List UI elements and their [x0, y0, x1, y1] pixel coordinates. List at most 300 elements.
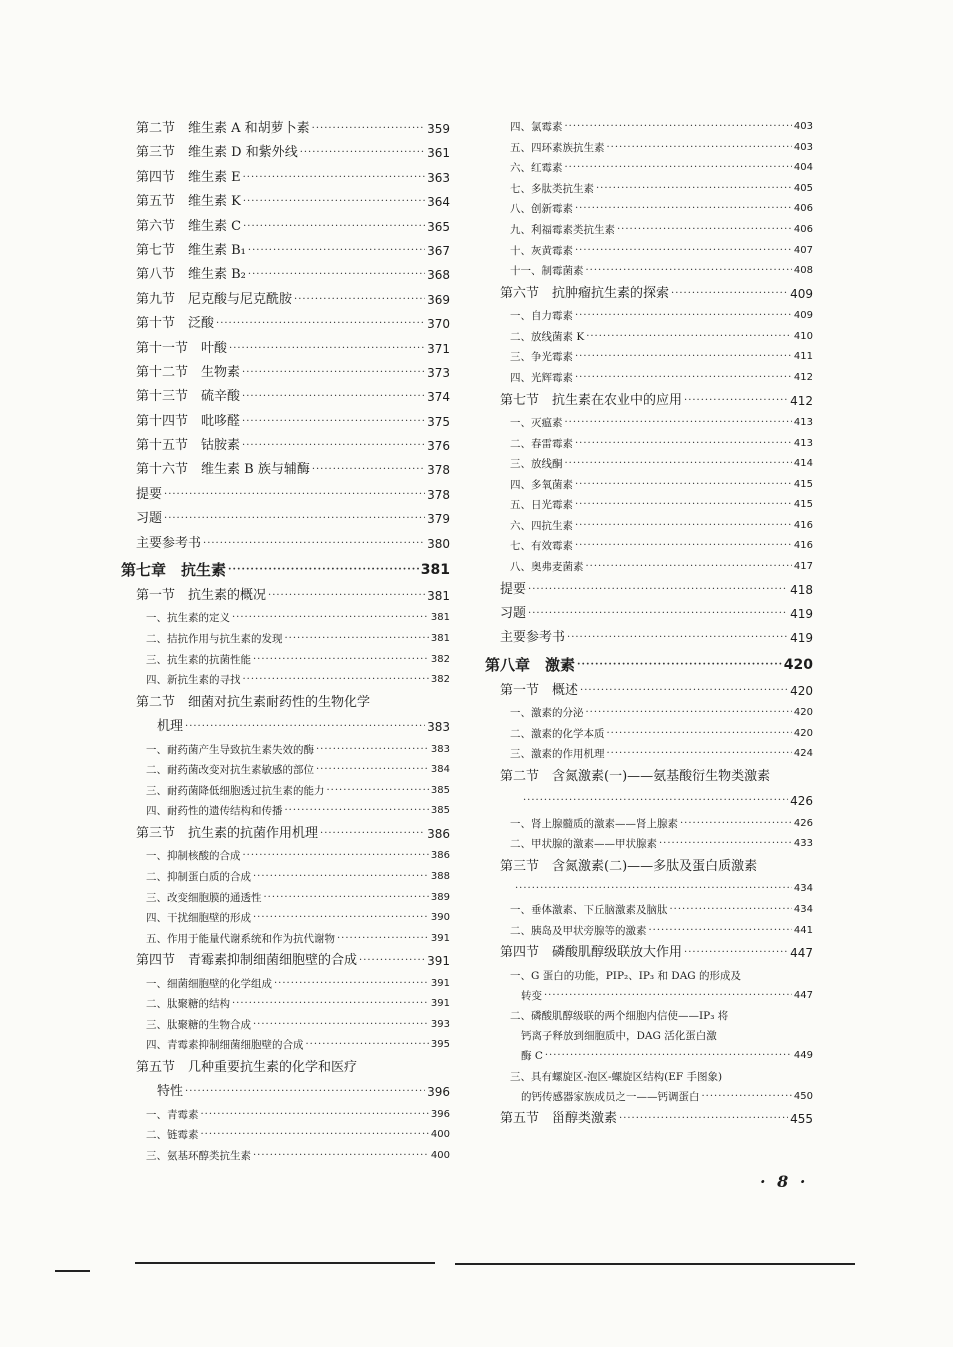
toc-page-number: 407 — [793, 244, 813, 256]
dot-leader — [316, 740, 429, 761]
toc-subsection-entry — [121, 801, 450, 822]
toc-entry-title: 五、作用于能量代谢系统和作为抗代谢物 — [146, 932, 335, 945]
toc-section-entry — [121, 263, 450, 287]
toc-page-number: 434 — [793, 883, 813, 895]
toc-entry-title: 提要 — [136, 486, 163, 502]
dot-leader — [565, 454, 792, 475]
toc-entry-title: 第七章 抗生素 — [121, 561, 227, 580]
toc-subsection-entry — [485, 536, 813, 557]
toc-subsection-entry — [485, 724, 813, 745]
toc-section-entry — [121, 715, 450, 739]
toc-page-number: 386 — [430, 850, 450, 862]
toc-subsection-entry — [485, 306, 813, 327]
toc-page-number: 433 — [793, 838, 813, 850]
toc-entry-title: 第三节 含氮激素(二)——多肽及蛋白质激素 — [500, 858, 758, 874]
toc-entry-title: 七、有效霉素 — [510, 540, 573, 553]
toc-subsection-entry — [121, 1146, 450, 1167]
dot-leader — [306, 1035, 429, 1056]
dot-leader — [359, 949, 425, 973]
toc-page-number: 403 — [793, 121, 813, 132]
toc-page-number: 380 — [427, 536, 450, 551]
toc-entry-title: 第十四节 吡哆醛 — [136, 413, 241, 429]
dot-leader — [586, 261, 792, 282]
dot-leader — [596, 179, 792, 200]
toc-section-entry — [121, 215, 450, 239]
footer-rule — [55, 1262, 915, 1265]
toc-section-entry — [485, 1107, 813, 1131]
dot-leader — [619, 1107, 788, 1131]
toc-chapter-entry — [121, 556, 450, 584]
toc-page-number: 416 — [793, 540, 813, 552]
dot-leader — [575, 495, 792, 516]
toc-entry-title: 三、争光霉素 — [510, 351, 573, 364]
toc-subsection-entry — [485, 703, 813, 724]
toc-subsection-entry — [121, 974, 450, 995]
toc-subsection-entry — [485, 1067, 813, 1087]
dot-leader — [684, 389, 788, 413]
dot-leader — [528, 602, 788, 626]
toc-entry-title: 一、青霉素 — [146, 1108, 199, 1121]
toc-subsection-entry — [121, 1105, 450, 1126]
toc-entry-title: 第十二节 生物素 — [136, 364, 241, 380]
toc-page-number: 363 — [427, 170, 450, 185]
toc-page-number: 412 — [790, 393, 813, 408]
dot-leader — [575, 434, 792, 455]
toc-page-number: 434 — [793, 903, 813, 915]
toc-subsection-entry — [485, 138, 813, 159]
toc-page-number: 385 — [430, 784, 450, 796]
toc-entry-title: 五、日光霉素 — [510, 499, 573, 512]
toc-section-entry — [121, 822, 450, 846]
toc-page-number: 415 — [793, 499, 813, 511]
toc-entry-title: 十、灰黄霉素 — [510, 244, 573, 257]
toc-page-number: 378 — [427, 487, 450, 502]
toc-page-number: 369 — [427, 292, 450, 307]
toc-entry-title: 第二节 含氮激素(一)——氨基酸衍生物类激素 — [500, 769, 771, 784]
toc-subsection-entry — [121, 994, 450, 1015]
toc-page-number: 376 — [427, 439, 450, 454]
toc-page-number: 455 — [790, 1112, 813, 1127]
toc-subsection-entry — [485, 516, 813, 537]
toc-subsection-entry — [121, 1125, 450, 1146]
toc-page-number: 365 — [427, 219, 450, 234]
toc-section-entry — [485, 679, 813, 703]
toc-page-number: 367 — [427, 243, 450, 258]
toc-entry-title: 第八节 维生素 B₂ — [136, 267, 246, 283]
toc-subsection-entry — [121, 670, 450, 691]
toc-entry-title: 六、四抗生素 — [510, 519, 573, 532]
dot-leader — [185, 715, 425, 739]
toc-entry-title: 的钙传感器家族成员之一——钙调蛋白 — [521, 1090, 700, 1103]
toc-entry-title: 一、细菌细胞壁的化学组成 — [146, 977, 272, 990]
toc-entry-title: 四、干扰细胞壁的形成 — [146, 912, 251, 925]
toc-page-number: 381 — [427, 589, 450, 604]
toc-section-entry — [121, 117, 450, 141]
toc-section-entry — [121, 361, 450, 385]
toc-page-number: 375 — [427, 414, 450, 429]
toc-entry-title: 五、四环素族抗生素 — [510, 141, 605, 154]
dot-leader — [575, 368, 792, 389]
dot-leader — [253, 650, 429, 671]
toc-page-number: 370 — [427, 317, 450, 332]
toc-section-entry — [121, 1056, 450, 1080]
toc-page-number: 418 — [790, 582, 813, 597]
dot-leader — [312, 117, 425, 141]
dot-leader — [185, 1080, 425, 1104]
toc-entry-title: 三、肽聚糖的生物合成 — [146, 1018, 251, 1031]
dot-leader — [253, 867, 429, 888]
toc-subsection-entry — [485, 495, 813, 516]
toc-entry-title: 第一节 抗生素的概况 — [136, 588, 267, 604]
toc-entry-title: 第一节 概述 — [500, 682, 579, 698]
toc-page-number: 403 — [793, 141, 813, 153]
toc-entry-title: 四、耐药性的遗传结构和传播 — [146, 805, 283, 818]
dot-leader — [268, 584, 425, 608]
toc-subsection-entry — [485, 834, 813, 855]
toc-entry-title: 一、耐药菌产生导致抗生素失效的酶 — [146, 743, 314, 756]
toc-page-number: 385 — [430, 805, 450, 817]
toc-section-entry — [121, 337, 450, 361]
toc-entry-title: 三、具有螺旋区-泡区-螺旋区结构(EF 手图象) — [510, 1070, 723, 1083]
toc-entry-title: 酶 C — [521, 1050, 543, 1063]
toc-page-number: 391 — [430, 977, 450, 989]
toc-entry-title: 一、G 蛋白的功能，PIP₂、IP₃ 和 DAG 的形成及 — [510, 969, 742, 982]
toc-entry-title: 第二节 维生素 A 和胡萝卜素 — [136, 120, 310, 136]
toc-entry-title: 二、耐药菌改变对抗生素敏感的部位 — [146, 764, 314, 777]
dot-leader — [312, 458, 425, 482]
toc-entry-title: 三、耐药菌降低细胞透过抗生素的能力 — [146, 784, 325, 797]
toc-section-entry — [121, 190, 450, 214]
toc-page-number: 405 — [793, 182, 813, 194]
toc-entry-title: 第十五节 钴胺素 — [136, 438, 241, 454]
dot-leader — [242, 410, 425, 434]
toc-page-number: 441 — [793, 924, 813, 936]
toc-page-number: 374 — [427, 390, 450, 405]
toc-page-number: 400 — [430, 1129, 450, 1141]
toc-page-number: 420 — [793, 707, 813, 719]
toc-subsection-entry — [485, 879, 813, 900]
toc-entry-title: 三、激素的作用机理 — [510, 748, 605, 761]
toc-page-number: 413 — [793, 416, 813, 428]
dot-leader — [702, 1087, 792, 1108]
toc-page-number: 381 — [420, 562, 450, 579]
dot-leader — [203, 532, 425, 556]
toc-subsection-entry — [485, 1087, 813, 1108]
dot-leader — [528, 578, 788, 602]
toc-entry-title: 三、改变细胞膜的通透性 — [146, 891, 262, 904]
dot-leader — [565, 117, 792, 138]
toc-section-entry — [121, 385, 450, 409]
toc-section-entry — [121, 141, 450, 165]
toc-subsection-entry — [485, 117, 813, 138]
toc-page-number: 381 — [430, 633, 450, 645]
toc-page-number: 368 — [427, 268, 450, 283]
dot-leader — [243, 215, 425, 239]
toc-page-number: 378 — [427, 463, 450, 478]
toc-subsection-entry — [121, 740, 450, 761]
dot-leader — [164, 483, 425, 507]
dot-leader — [232, 608, 429, 629]
toc-subsection-entry — [121, 846, 450, 867]
dot-leader — [565, 158, 792, 179]
toc-subsection-entry — [121, 929, 450, 950]
toc-subsection-entry — [485, 814, 813, 835]
toc-entry-title: 二、春雷霉素 — [510, 437, 573, 450]
toc-page-number: 388 — [430, 870, 450, 882]
toc-section-entry — [121, 483, 450, 507]
toc-section-entry — [485, 855, 813, 879]
toc-subsection-entry — [485, 347, 813, 368]
toc-section-entry — [485, 389, 813, 413]
toc-section-entry — [121, 166, 450, 190]
dot-leader — [607, 138, 792, 159]
toc-section-entry — [121, 288, 450, 312]
toc-page-number: 419 — [790, 631, 813, 646]
toc-entry-title: 第六节 维生素 C — [136, 218, 242, 234]
toc-entry-title: 主要参考书 — [500, 630, 566, 646]
toc-entry-title: 第五节 维生素 K — [136, 194, 241, 210]
dot-leader — [515, 879, 792, 900]
toc-page-number: 447 — [790, 946, 813, 961]
dot-leader — [242, 434, 425, 458]
toc-entry-title: 第三节 维生素 D 和紫外线 — [136, 145, 298, 161]
toc-section-entry — [121, 949, 450, 973]
toc-entry-title: 一、灭瘟素 — [510, 416, 563, 429]
toc-entry-title: 二、放线菌素 K — [510, 330, 585, 343]
dot-leader — [320, 822, 425, 846]
toc-entry-title: 钙离子释放到细胞质中，DAG 活化蛋白激 — [521, 1030, 717, 1043]
toc-page-number: 384 — [430, 764, 450, 776]
toc-subsection-entry — [485, 413, 813, 434]
toc-entry-title: 二、肽聚糖的结构 — [146, 998, 230, 1011]
toc-page-number: 381 — [430, 612, 450, 624]
toc-section-entry — [121, 434, 450, 458]
dot-leader — [243, 846, 429, 867]
dot-leader — [607, 724, 792, 745]
dot-leader — [294, 288, 425, 312]
toc-subsection-entry — [485, 475, 813, 496]
toc-subsection-entry — [485, 1046, 813, 1067]
toc-page-number: 373 — [427, 365, 450, 380]
toc-entry-title: 习题 — [136, 511, 163, 527]
dot-leader — [545, 1046, 792, 1067]
toc-entry-title: 第九节 尼克酸与尼克酰胺 — [136, 291, 293, 307]
dot-leader — [229, 337, 425, 361]
toc-entry-title: 一、肾上腺髓质的激素——肾上腺素 — [510, 817, 678, 830]
dot-leader — [253, 908, 429, 929]
toc-section-entry — [121, 691, 450, 715]
toc-entry-title: 第十三节 硫辛酸 — [136, 389, 241, 405]
toc-entry-title: 第七节 抗生素在农业中的应用 — [500, 392, 683, 408]
toc-subsection-entry — [121, 867, 450, 888]
toc-left-column — [121, 117, 450, 1167]
toc-page-number: 391 — [430, 932, 450, 944]
toc-section-entry — [485, 626, 813, 650]
dot-leader — [316, 760, 429, 781]
dot-leader — [248, 263, 425, 287]
toc-entry-title: 四、光辉霉素 — [510, 371, 573, 384]
dot-leader — [575, 516, 792, 537]
toc-subsection-entry — [485, 921, 813, 942]
toc-entry-title: 一、抑制核酸的合成 — [146, 850, 241, 863]
toc-subsection-entry — [485, 454, 813, 475]
dot-leader — [586, 557, 792, 578]
dot-leader — [565, 413, 792, 434]
toc-entry-title: 二、磷酸肌醇级联的两个细胞内信使——IP₃ 将 — [510, 1010, 729, 1023]
toc-page-number: 391 — [430, 998, 450, 1010]
toc-entry-title: 第二节 细菌对抗生素耐药性的生物化学 — [136, 694, 371, 710]
toc-section-entry — [485, 578, 813, 602]
toc-section-entry — [485, 602, 813, 626]
dot-leader — [607, 744, 792, 765]
toc-page-number: 400 — [430, 1150, 450, 1162]
dot-leader — [253, 1146, 429, 1167]
dot-leader — [300, 141, 425, 165]
toc-section-entry — [485, 789, 813, 813]
toc-page-number: 382 — [430, 674, 450, 686]
toc-entry-title: 二、激素的化学本质 — [510, 727, 605, 740]
toc-section-entry — [121, 507, 450, 531]
dot-leader — [577, 651, 782, 679]
toc-page-number: 389 — [430, 891, 450, 903]
dot-leader — [684, 941, 788, 965]
dot-leader — [617, 220, 792, 241]
toc-subsection-entry — [121, 1015, 450, 1036]
dot-leader — [337, 929, 429, 950]
toc-section-entry — [485, 941, 813, 965]
toc-subsection-entry — [485, 158, 813, 179]
toc-entry-title: 第八章 激素 — [485, 655, 576, 674]
toc-subsection-entry — [485, 966, 813, 986]
toc-page-number: 415 — [793, 478, 813, 490]
toc-page-number: 390 — [430, 912, 450, 924]
toc-entry-title: 第七节 维生素 B₁ — [136, 242, 246, 258]
toc-entry-title: 七、多肽类抗生素 — [510, 182, 594, 195]
toc-entry-title: 四、氯霉素 — [510, 121, 563, 133]
toc-subsection-entry — [121, 760, 450, 781]
dot-leader — [243, 670, 429, 691]
toc-page-number: 386 — [427, 826, 450, 841]
toc-page-number: 391 — [427, 954, 450, 969]
toc-page-number: 404 — [793, 162, 813, 174]
toc-entry-title: 第十节 泛酸 — [136, 316, 215, 332]
dot-leader — [285, 801, 429, 822]
toc-entry-title: 二、链霉素 — [146, 1129, 199, 1142]
toc-subsection-entry — [121, 1035, 450, 1056]
toc-entry-title: 特性 — [157, 1084, 184, 1100]
toc-entry-title: 一、自力霉素 — [510, 310, 573, 323]
dot-leader — [285, 629, 429, 650]
toc-entry-title: 转变 — [521, 989, 542, 1002]
dot-leader — [575, 347, 792, 368]
dot-leader — [671, 282, 788, 306]
dot-leader — [242, 385, 425, 409]
toc-page-number: 383 — [427, 720, 450, 735]
dot-leader — [243, 190, 425, 214]
dot-leader — [201, 1125, 429, 1146]
toc-page-number: 410 — [793, 330, 813, 342]
toc-page-number: 379 — [427, 512, 450, 527]
toc-entry-title: 第十一节 叶酸 — [136, 340, 228, 356]
dot-leader — [274, 974, 429, 995]
toc-page-number: 393 — [430, 1018, 450, 1030]
toc-entry-title: 第四节 青霉素抑制细菌细胞壁的合成 — [136, 953, 358, 969]
toc-page-number: 447 — [793, 989, 813, 1001]
toc-page-number: 450 — [793, 1090, 813, 1102]
toc-page-number: 409 — [793, 310, 813, 322]
toc-section-entry — [121, 458, 450, 482]
toc-subsection-entry — [485, 1026, 813, 1046]
toc-entry-title: 十一、制霉菌素 — [510, 265, 584, 278]
dot-leader — [670, 900, 792, 921]
toc-chapter-entry — [485, 651, 813, 679]
dot-leader — [253, 1015, 429, 1036]
toc-page-number: 417 — [793, 561, 813, 573]
toc-page-number: 420 — [783, 656, 813, 673]
toc-entry-title: 八、奥弗麦菌素 — [510, 561, 584, 574]
toc-entry-title: 第六节 抗肿瘤抗生素的探索 — [500, 285, 670, 301]
toc-page-number: 449 — [793, 1050, 813, 1062]
dot-leader — [575, 241, 792, 262]
toc-page-number: 426 — [790, 794, 813, 809]
toc-page-number: 383 — [430, 743, 450, 755]
toc-subsection-entry — [121, 781, 450, 802]
toc-entry-title: 一、激素的分泌 — [510, 707, 584, 720]
dot-leader — [327, 781, 429, 802]
toc-section-entry — [121, 1080, 450, 1104]
toc-entry-title: 机理 — [157, 719, 184, 735]
toc-right-column — [485, 117, 813, 1132]
toc-page-number: 395 — [430, 1039, 450, 1051]
toc-page-number: 371 — [427, 341, 450, 356]
toc-page-number: 412 — [793, 371, 813, 383]
toc-subsection-entry — [121, 608, 450, 629]
toc-subsection-entry — [121, 650, 450, 671]
toc-section-entry — [121, 584, 450, 608]
toc-page-number: 416 — [793, 519, 813, 531]
toc-page-number: 419 — [790, 607, 813, 622]
toc-entry-title: 第五节 几种重要抗生素的化学和医疗 — [136, 1060, 358, 1076]
toc-entry-title: 三、抗生素的抗菌性能 — [146, 653, 251, 666]
toc-entry-title: 第三节 抗生素的抗菌作用机理 — [136, 825, 319, 841]
toc-entry-title: 一、抗生素的定义 — [146, 612, 230, 625]
dot-leader — [201, 1105, 429, 1126]
toc-subsection-entry — [121, 908, 450, 929]
page-number: · 8 · — [760, 1172, 809, 1191]
toc-entry-title: 三、氨基环醇类抗生素 — [146, 1150, 251, 1163]
dot-leader — [523, 789, 788, 813]
dot-leader — [649, 921, 792, 942]
toc-entry-title: 四、青霉素抑制细菌细胞壁的合成 — [146, 1039, 304, 1052]
toc-subsection-entry — [485, 744, 813, 765]
toc-entry-title: 六、红霉素 — [510, 162, 563, 175]
dot-leader — [164, 507, 425, 531]
toc-entry-title: 三、放线酮 — [510, 458, 563, 471]
toc-subsection-entry — [485, 900, 813, 921]
toc-page-number: 426 — [793, 817, 813, 829]
toc-entry-title: 九、利福霉素类抗生素 — [510, 223, 615, 236]
toc-entry-title: 二、拮抗作用与抗生素的发现 — [146, 633, 283, 646]
dot-leader — [242, 361, 425, 385]
toc-section-entry — [121, 312, 450, 336]
dot-leader — [216, 312, 425, 336]
dot-leader — [575, 536, 792, 557]
toc-subsection-entry — [485, 199, 813, 220]
toc-section-entry — [121, 532, 450, 556]
dot-leader — [586, 327, 792, 348]
toc-subsection-entry — [485, 179, 813, 200]
dot-leader — [575, 475, 792, 496]
